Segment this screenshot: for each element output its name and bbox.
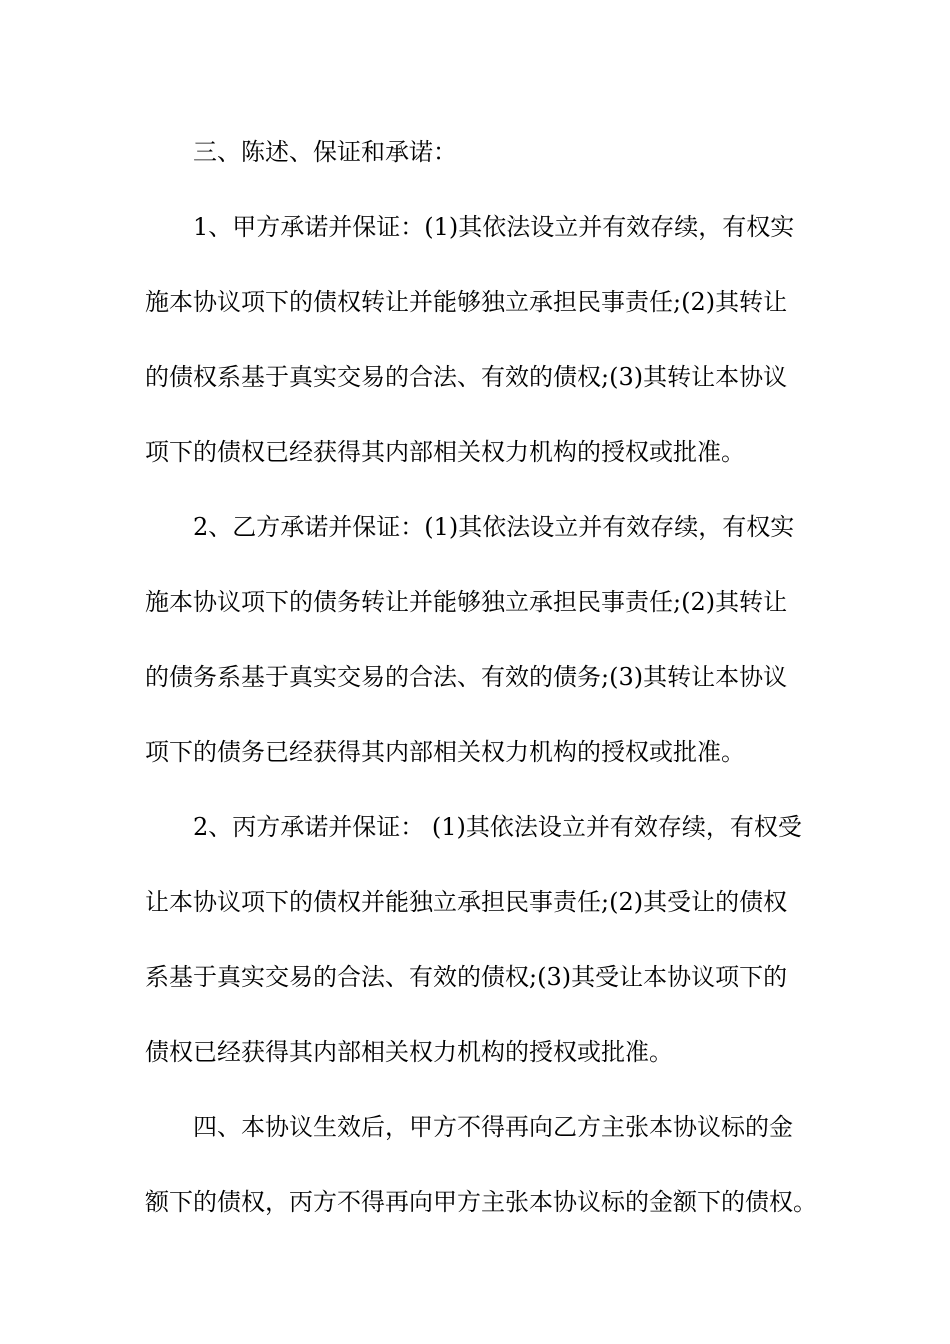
- paragraph-party-a-line-4: 项下的债权已经获得其内部相关权力机构的授权或批准。: [145, 438, 745, 466]
- paragraph-party-a-line-2: 施本协议项下的债权转让并能够独立承担民事责任;(2)其转让: [145, 288, 788, 316]
- paragraph-party-b-line-4: 项下的债务已经获得其内部相关权力机构的授权或批准。: [145, 738, 745, 766]
- paragraph-party-b-line-2: 施本协议项下的债务转让并能够独立承担民事责任;(2)其转让: [145, 588, 788, 616]
- section-four-line-1: 四、本协议生效后，甲方不得再向乙方主张本协议标的金: [193, 1113, 793, 1141]
- paragraph-party-b-line-1: 2、乙方承诺并保证：(1)其依法设立并有效存续，有权实: [193, 513, 795, 541]
- paragraph-party-b-line-3: 的债务系基于真实交易的合法、有效的债务;(3)其转让本协议: [145, 663, 788, 691]
- paragraph-party-a-line-1: 1、甲方承诺并保证：(1)其依法设立并有效存续，有权实: [193, 213, 795, 241]
- paragraph-party-c-line-4: 债权已经获得其内部相关权力机构的授权或批准。: [145, 1038, 673, 1066]
- section-heading-three: 三、陈述、保证和承诺：: [193, 138, 457, 166]
- paragraph-party-c-line-1: 2、丙方承诺并保证： (1)其依法设立并有效存续，有权受: [193, 813, 802, 841]
- section-four-line-2: 额下的债权，丙方不得再向甲方主张本协议标的金额下的债权。: [145, 1188, 817, 1216]
- paragraph-party-a-line-3: 的债权系基于真实交易的合法、有效的债权;(3)其转让本协议: [145, 363, 788, 391]
- paragraph-party-c-line-3: 系基于真实交易的合法、有效的债权;(3)其受让本协议项下的: [145, 963, 788, 991]
- paragraph-party-c-line-2: 让本协议项下的债权并能独立承担民事责任;(2)其受让的债权: [145, 888, 788, 916]
